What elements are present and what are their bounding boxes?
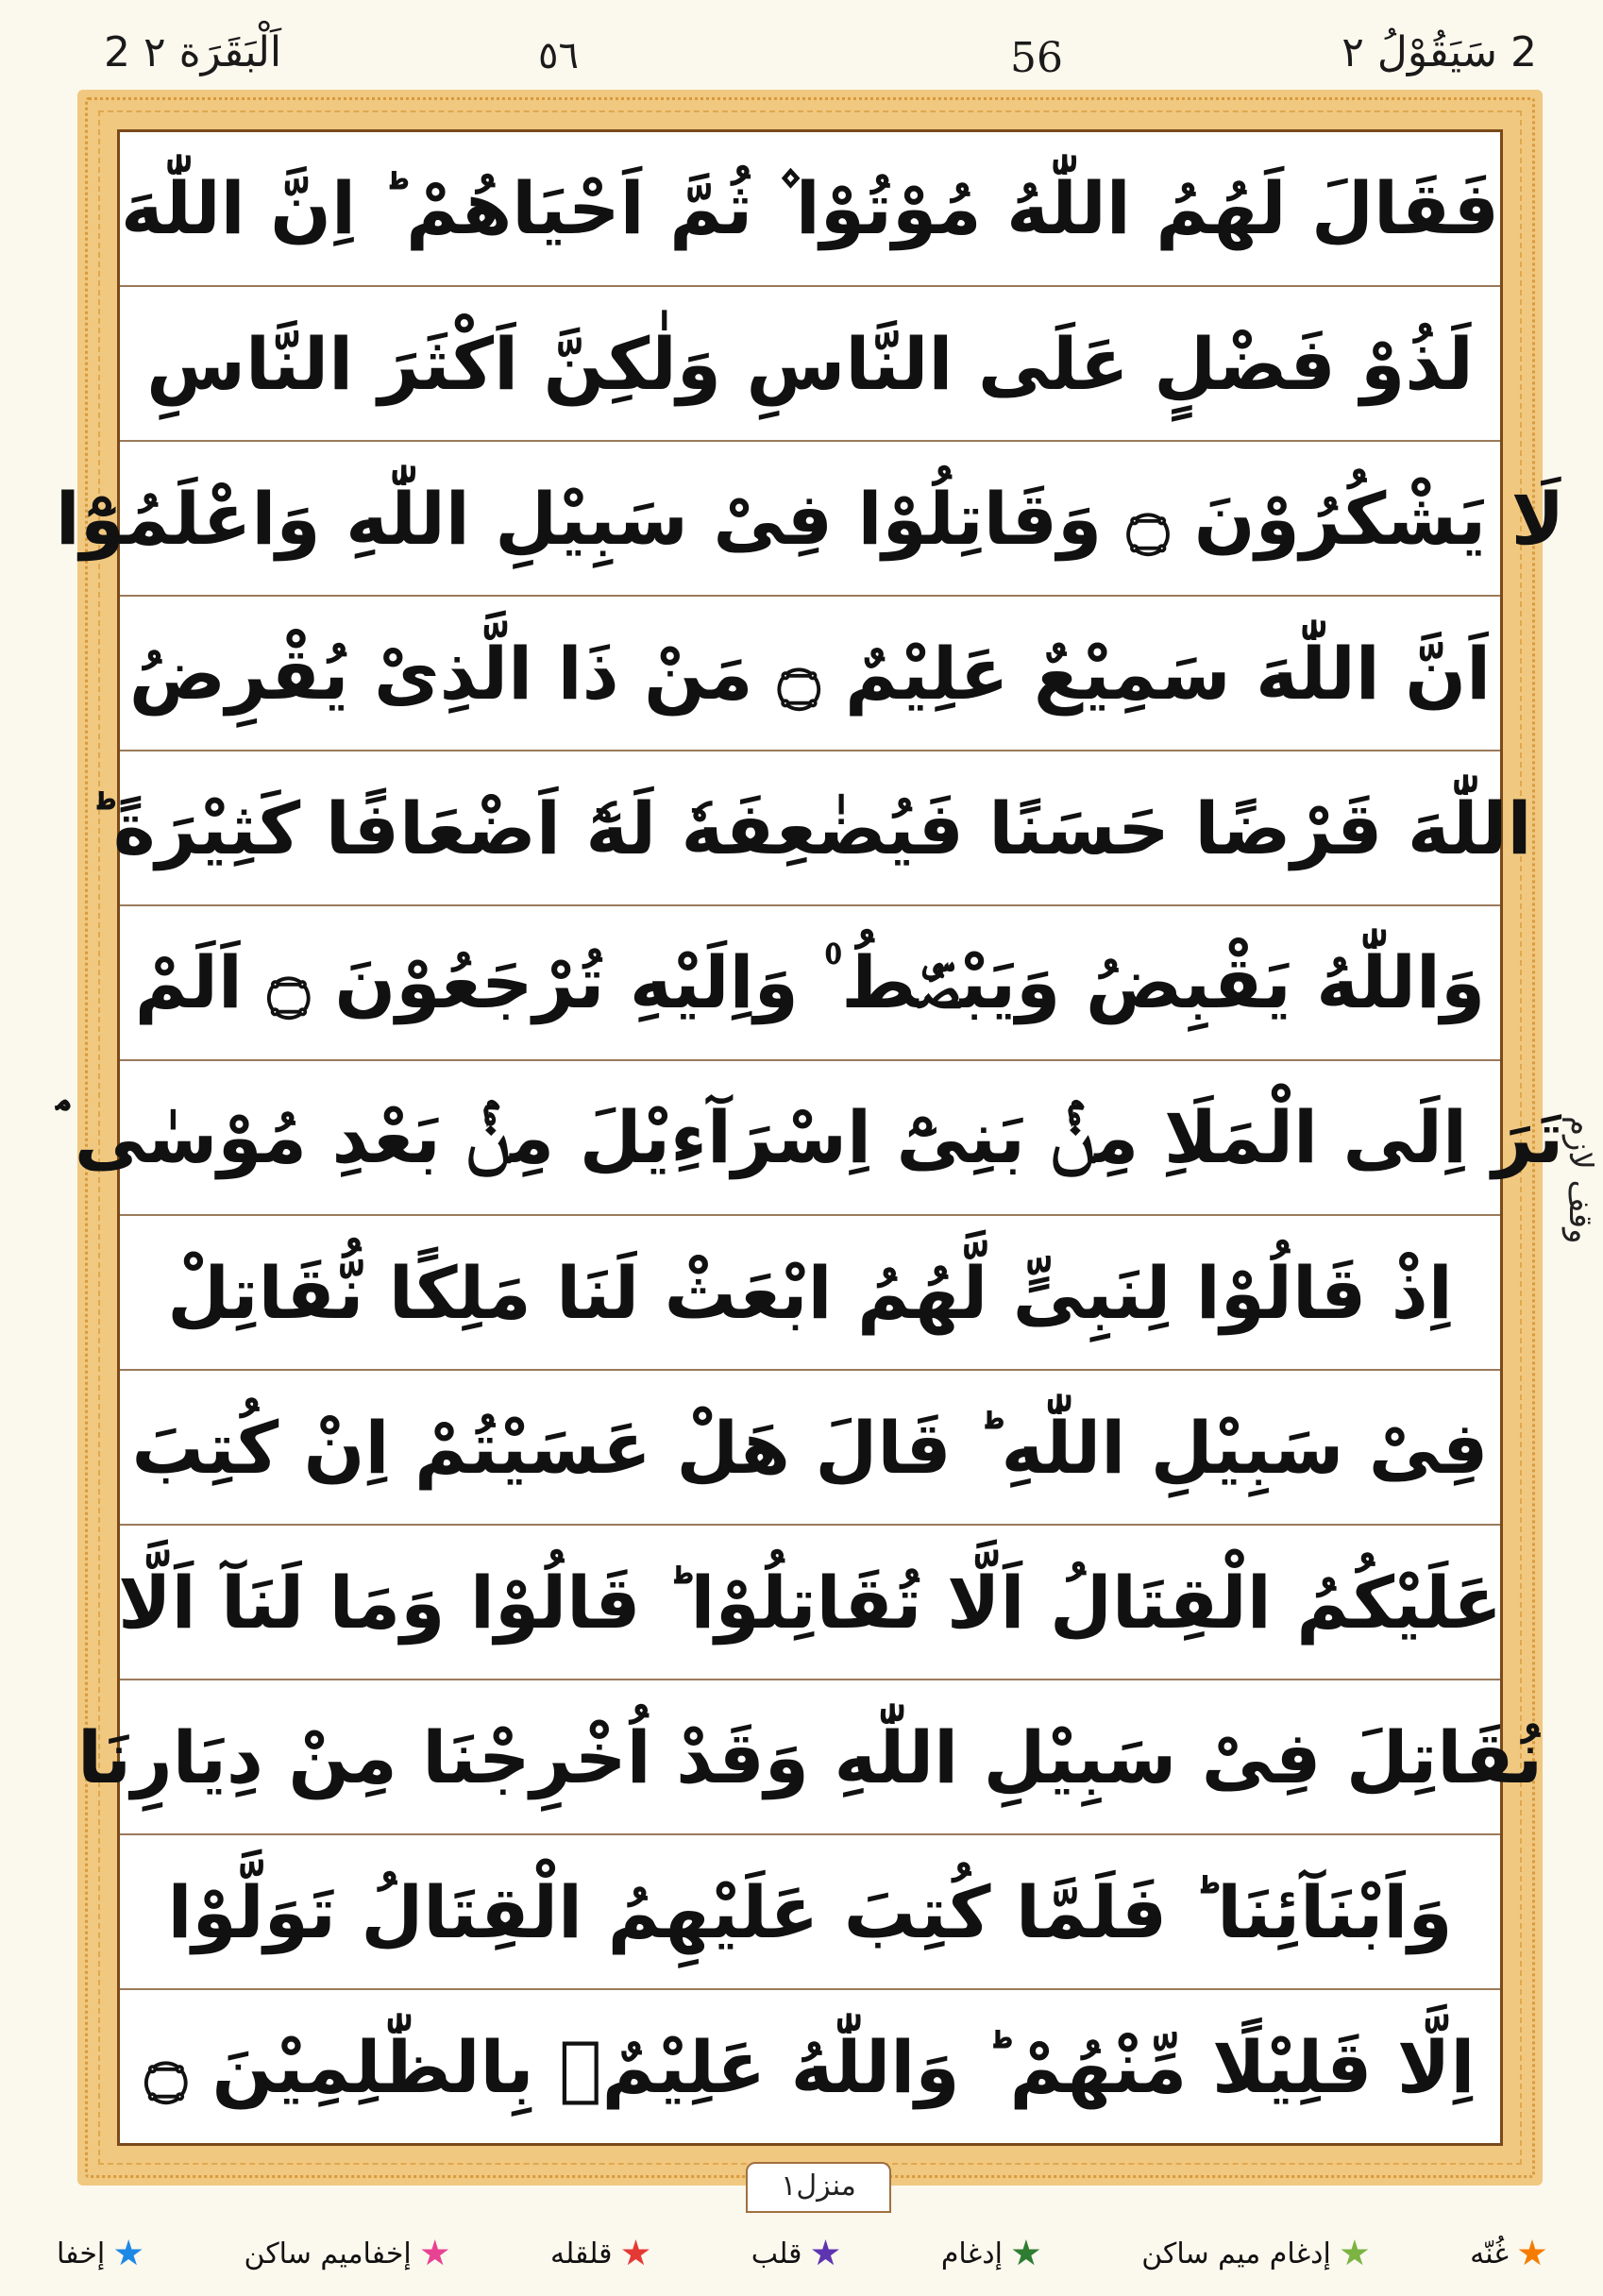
star-icon	[421, 2239, 449, 2268]
verse-line: فِىْ سَبِيْلِ اللّٰهِ ؕ قَالَ هَلْ عَسَيْتُمْ اِنْ كُتِبَ	[120, 1371, 1500, 1526]
star-icon	[114, 2239, 143, 2268]
manzil-label: منزل۱	[746, 2162, 891, 2213]
legend-label: قلب	[751, 2237, 802, 2271]
juz-name: 2 سَیَقُوْلُ ۲	[1341, 28, 1537, 76]
legend-item	[245, 2237, 449, 2271]
verse-line: تَرَ اِلَى الْمَلَاِ مِنْۢ بَنِىْٓ اِسْرَآءِيْلَ مِنْۢ بَعْدِ مُوْسٰى ۘ	[120, 1061, 1500, 1216]
star-icon	[1518, 2239, 1546, 2268]
text-area	[55, 129, 1565, 2146]
verse-line: وَاَبْنَآئِنَا ؕ فَلَمَّا كُتِبَ عَلَيْهِمُ الْقِتَالُ تَوَلَّوْا	[120, 1835, 1500, 1990]
verse-line: لَا يَشْكُرُوْنَ ۝ وَقَاتِلُوْا فِىْ سَبِيْلِ اللّٰهِ وَاعْلَمُوْٓا	[120, 442, 1500, 597]
verse-line: اِذْ قَالُوْا لِنَبِىٍّ لَّهُمُ ابْعَثْ لَنَا مَلِكًا نُّقَاتِلْ	[120, 1216, 1500, 1371]
legend-item	[1141, 2237, 1369, 2271]
margin-note: وقف لازم	[1561, 1116, 1599, 1244]
legend-item	[1470, 2237, 1546, 2271]
star-icon	[1341, 2239, 1369, 2268]
ornamental-border	[55, 90, 1565, 2186]
page-header	[0, 0, 1603, 104]
star-icon	[621, 2239, 650, 2268]
verse-line: نُقَاتِلَ فِىْ سَبِيْلِ اللّٰهِ وَقَدْ اُخْرِجْنَا مِنْ دِيَارِنَا	[120, 1680, 1500, 1835]
verse-line: عَلَيْكُمُ الْقِتَالُ اَلَّا تُقَاتِلُوْا ؕ قَالُوْا وَمَا لَنَآ اَلَّا	[120, 1526, 1500, 1680]
legend-label: إخفاميم ساكن	[244, 2237, 412, 2271]
legend-label: إخفا	[57, 2237, 106, 2271]
legend-item	[550, 2237, 650, 2271]
legend-item	[941, 2237, 1040, 2271]
legend-label: إدغام ميم ساكن	[1141, 2237, 1331, 2271]
verse-line: اللّٰهَ قَرْضًا حَسَنًا فَيُضٰعِفَهٗ لَهٗٓ اَضْعَافًا كَثِيْرَةً ؕ	[120, 751, 1500, 906]
tajweed-legend	[0, 2220, 1603, 2287]
star-icon	[812, 2239, 840, 2268]
legend-label: قلقله	[550, 2237, 613, 2271]
page-number-arabic: ٥٦	[538, 34, 579, 77]
surah-name: 2 اَلْبَقَرَة ۲	[104, 28, 282, 76]
verse-line: لَذُوْ فَضْلٍ عَلَى النَّاسِ وَلٰكِنَّ اَكْثَرَ النَّاسِ	[120, 287, 1500, 442]
verse-line: اِلَّا قَلِيْلًا مِّنْهُمْ ؕ وَاللّٰهُ عَلِيْمٌۢ بِالظّٰلِمِيْنَ ۝	[144, 2024, 1476, 2109]
verse-line: اَنَّ اللّٰهَ سَمِيْعٌ عَلِيْمٌ ۝ مَنْ ذَا الَّذِىْ يُقْرِضُ	[120, 597, 1500, 751]
star-icon	[1012, 2239, 1040, 2268]
legend-label: غُنّه	[1470, 2237, 1509, 2271]
verse-line: فَقَالَ لَهُمُ اللّٰهُ مُوْتُوْا ۫ ثُمَّ اَحْيَاهُمْ ؕ اِنَّ اللّٰهَ	[120, 132, 1500, 287]
legend-label: إدغام	[940, 2237, 1003, 2271]
legend-item	[751, 2237, 840, 2271]
verse-line: وَاللّٰهُ يَقْبِضُ وَيَبْصُۜطُ ۠ وَاِلَيْهِ تُرْجَعُوْنَ ۝ اَلَمْ	[120, 906, 1500, 1061]
legend-item	[57, 2237, 143, 2271]
page-number: 56	[1010, 34, 1063, 82]
